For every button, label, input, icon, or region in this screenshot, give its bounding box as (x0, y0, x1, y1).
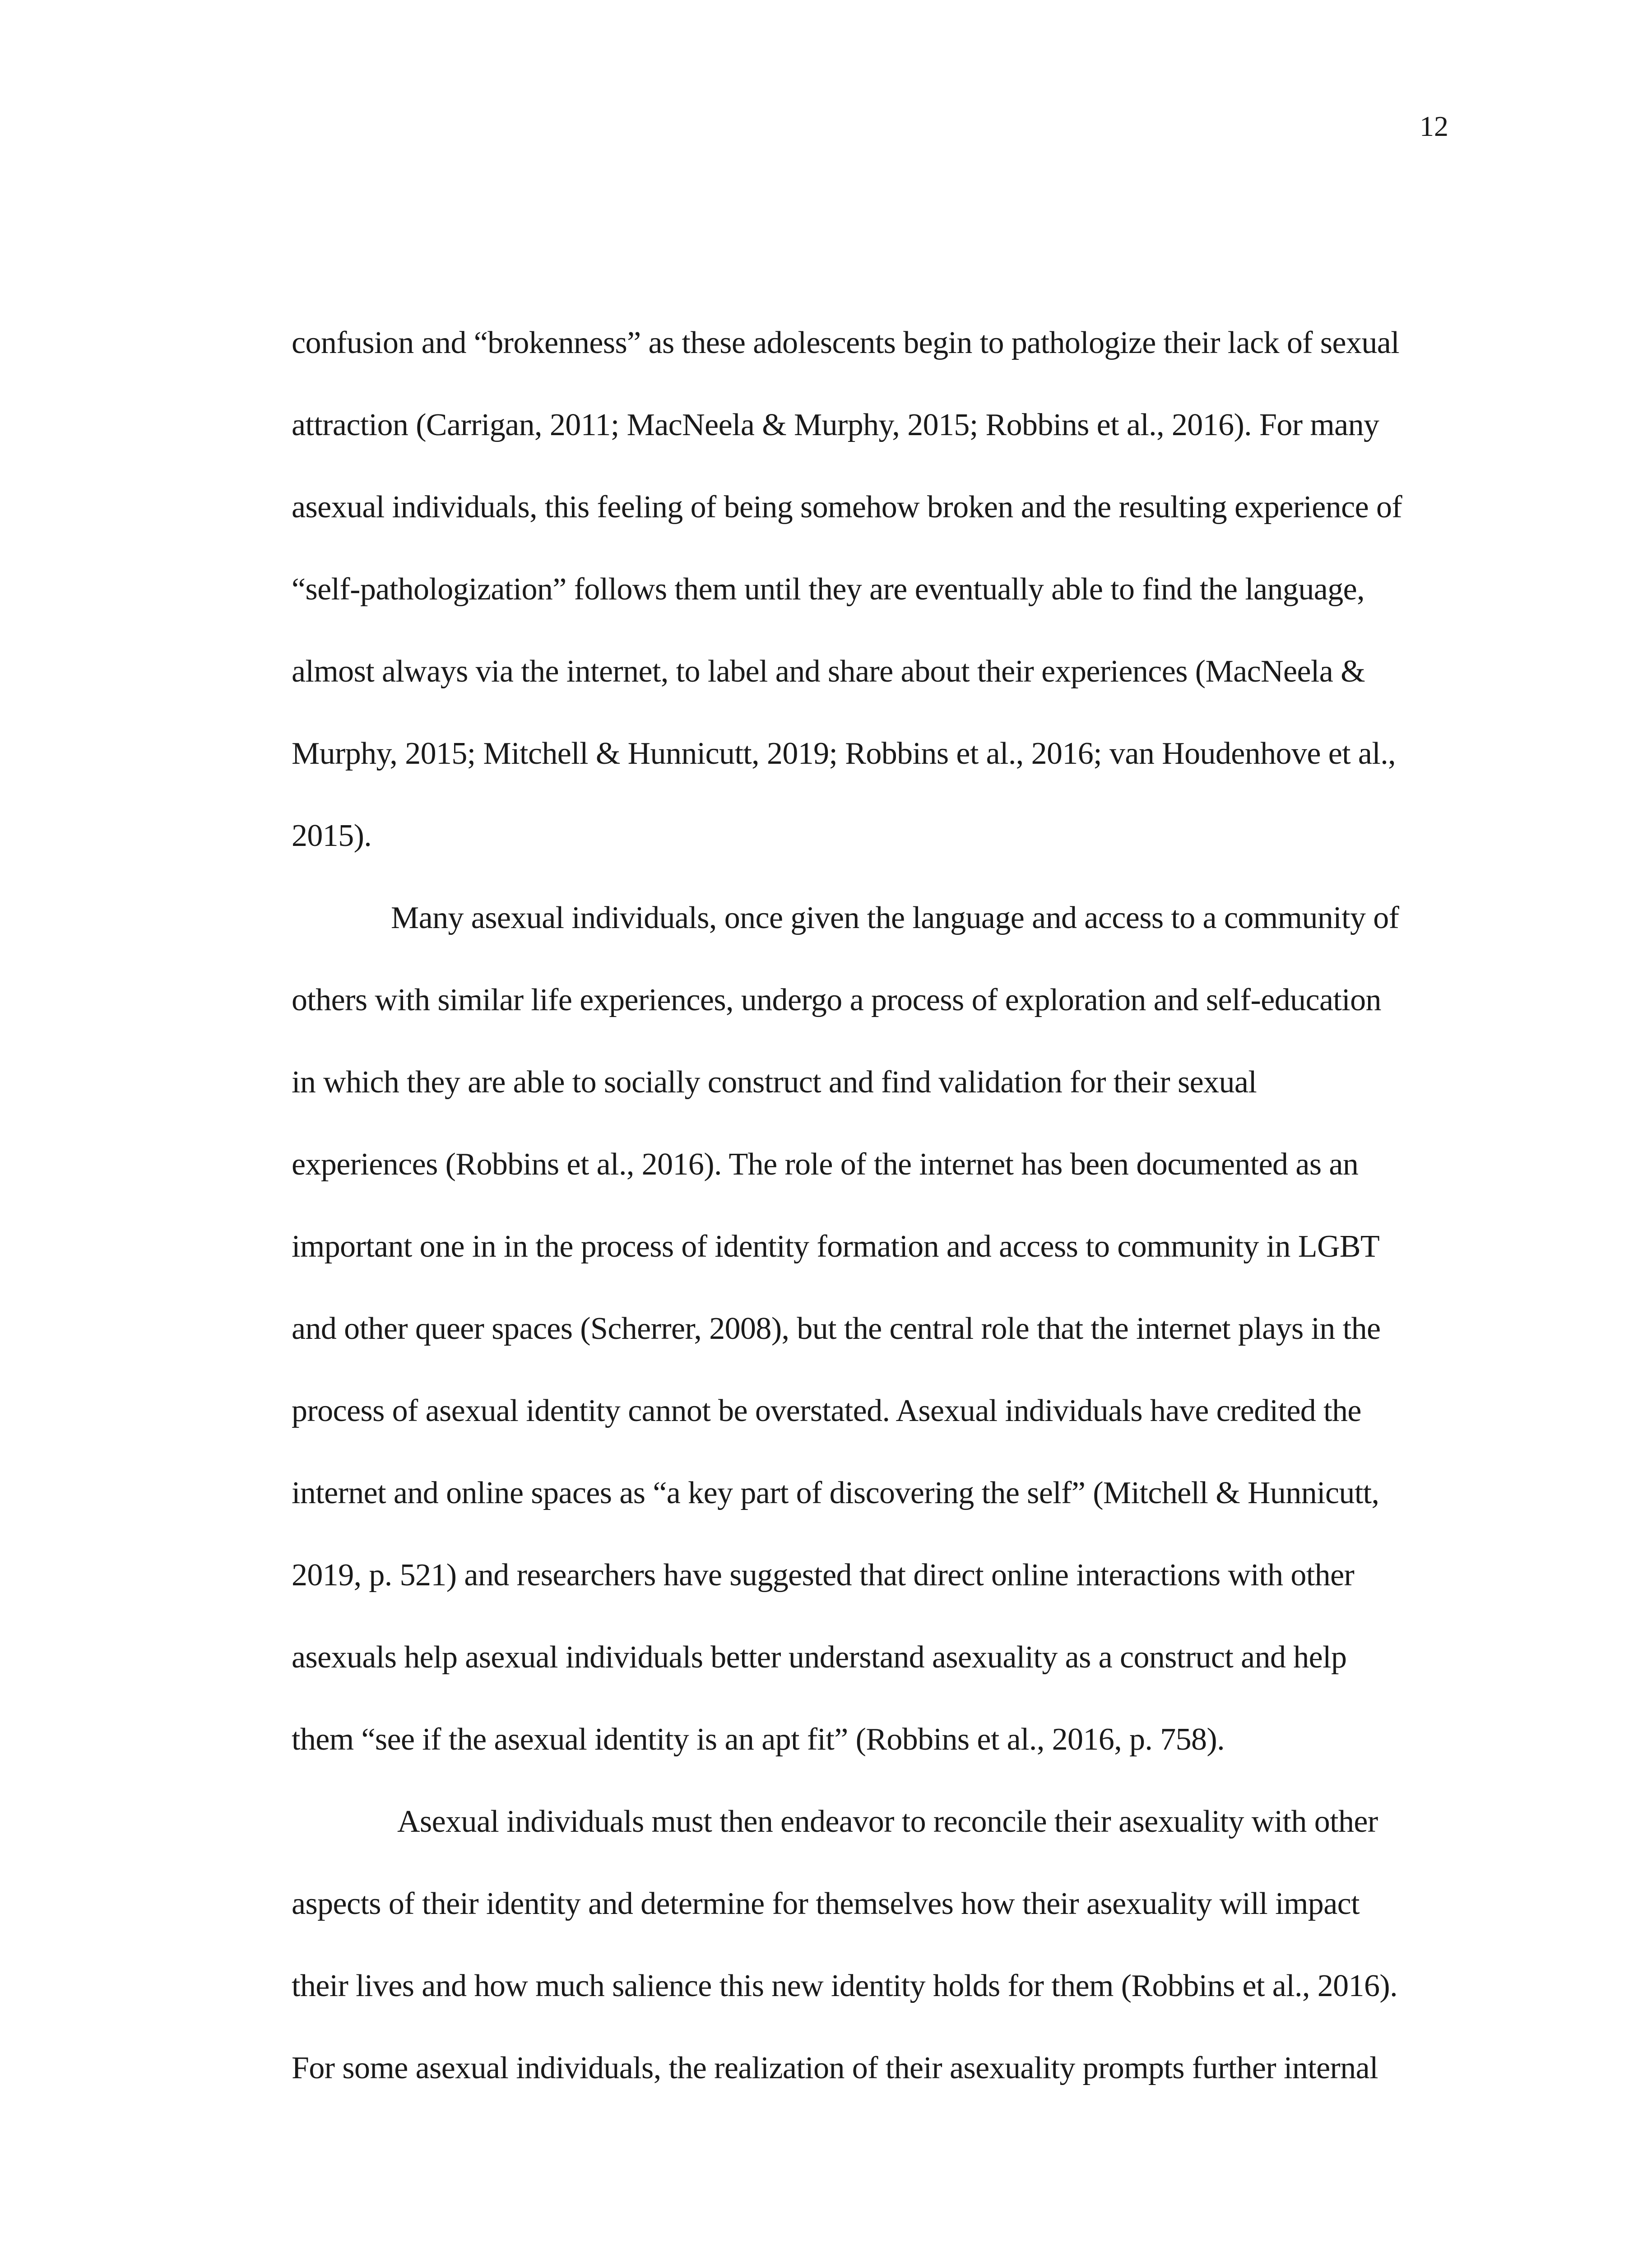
paragraph-first-line: Asexual individuals must then endeavor to reconcile their asexuality with other (397, 1804, 1378, 1839)
text-line: “self-pathologization” follows them until they are eventually able to find the language, (292, 572, 1364, 607)
text-line: 2019, p. 521) and researchers have suggested that direct online interactions with other (292, 1558, 1355, 1593)
text-line: their lives and how much salience this new identity holds for them (Robbins et al., 2016). (292, 1969, 1397, 2003)
text-line: process of asexual identity cannot be overstated. Asexual individuals have credited the (292, 1393, 1361, 1428)
text-line: confusion and “brokenness” as these adolescents begin to pathologize their lack of sexual (292, 325, 1400, 360)
text-line: Murphy, 2015; Mitchell & Hunnicutt, 2019; Robbins et al., 2016; van Houdenhove et al., (292, 736, 1396, 771)
text-line: and other queer spaces (Scherrer, 2008), but the central role that the internet plays in the (292, 1311, 1381, 1346)
text-line: others with similar life experiences, undergo a process of exploration and self-education (292, 983, 1381, 1017)
text-line: in which they are able to socially construct and find validation for their sexual (292, 1065, 1257, 1100)
paragraph-first-line: Many asexual individuals, once given the language and access to a community of (391, 901, 1399, 935)
text-line: asexual individuals, this feeling of being somehow broken and the resulting experience of (292, 490, 1402, 525)
text-line: internet and online spaces as “a key part of discovering the self” (Mitchell & Hunnicutt, (292, 1476, 1379, 1510)
page-number: 12 (1420, 110, 1448, 142)
text-line: For some asexual individuals, the realization of their asexuality prompts further internal (292, 2051, 1378, 2085)
text-line: them “see if the asexual identity is an apt fit” (Robbins et al., 2016, p. 758). (292, 1722, 1225, 1757)
text-line: almost always via the internet, to label and share about their experiences (MacNeela & (292, 654, 1365, 689)
text-line: 2015). (292, 818, 372, 853)
text-line: aspects of their identity and determine for themselves how their asexuality will impact (292, 1886, 1360, 1921)
text-line: asexuals help asexual individuals better understand asexuality as a construct and help (292, 1640, 1347, 1675)
text-line: important one in in the process of identity formation and access to community in LGBT (292, 1229, 1380, 1264)
text-line: experiences (Robbins et al., 2016). The role of the internet has been documented as an (292, 1147, 1359, 1182)
text-line: attraction (Carrigan, 2011; MacNeela & Murphy, 2015; Robbins et al., 2016). For many (292, 408, 1379, 442)
